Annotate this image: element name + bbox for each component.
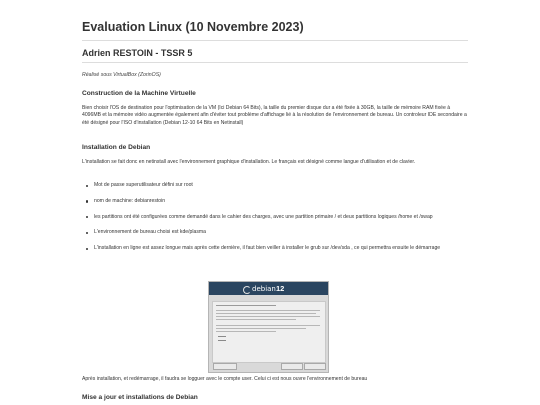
debian-swirl-icon [243,286,251,294]
installer-panel [212,301,326,363]
installer-screenshot [208,281,329,373]
list-item: L'installation en ligne est assez longue mais après cette dernière, il faut bien veiller à installer le grub sur /dev/sda , ce qui permettra ensuite le démarrage [82,245,467,252]
section-heading-install: Installation de Debian [82,144,151,151]
text-line [216,319,296,320]
text-line [216,331,276,332]
radio-option [218,340,226,341]
screenshot-button [213,363,237,370]
subtitle-divider [82,62,468,63]
text-line [216,313,316,314]
text-line [216,325,320,326]
list-item: les partitions ont été configurées comme demandé dans le cahier des charges, avec une partition primaire / et deux partitions logiques /home et /swap [82,214,467,221]
list-item: L'environnement de bureau choisi est kde/plasma [82,229,467,236]
installer-banner [209,282,328,295]
page-title: Evaluation Linux (10 Novembre 2023) [82,20,304,34]
section-heading-vm: Construction de la Machine Virtuelle [82,90,196,97]
radio-option [218,336,226,337]
text-line [216,328,306,329]
title-divider [82,40,468,41]
list-item: nom de machine: debianrestoin [82,198,467,205]
list-item: Mot de passe superutilisateur défini sur root [82,182,467,189]
installer-version: 12 [276,284,285,293]
section-heading-updates: Mise a jour et installations de Debian [82,394,198,401]
text-line [216,305,276,306]
text-line [216,316,320,317]
text-line [216,310,320,311]
section-paragraph-vm: Bien choisir l'OS de destination pour l'optimisation de la VM (Ici Debian 64 Bits), la taille du premier disque dur a été fixée à 30GB, la taille de mémoire RAM fixée à 4096MB et la mémoire vidéo augmentée également afin d'éviter tout problème d'affichage lié à la résolution de l'environnement de bureau. Un controleur IDE secondaire a été désigné pour l'ISO d'installation (Debian 12-10 64 Bits en Netinstall) [82,105,467,126]
after-install-paragraph: Après installation, et redémarrage, il faudra se logguer avec le compte user. Celui ci est nous ouvre l'environnement de bureau [82,376,368,382]
section-paragraph-install: L'installation se fait donc en netinstall avec l'environnement graphique d'installation. Le français est désigné comme langue d'utilisation et de clavier. [82,159,416,165]
environment-note: Réalisé sous VirtualBox (ZorinOS) [82,72,161,78]
screenshot-button [304,363,326,370]
installer-logo-text: debian [252,285,276,293]
screenshot-button [281,363,303,370]
author-heading: Adrien RESTOIN - TSSR 5 [82,48,193,58]
install-steps-list [82,182,467,252]
